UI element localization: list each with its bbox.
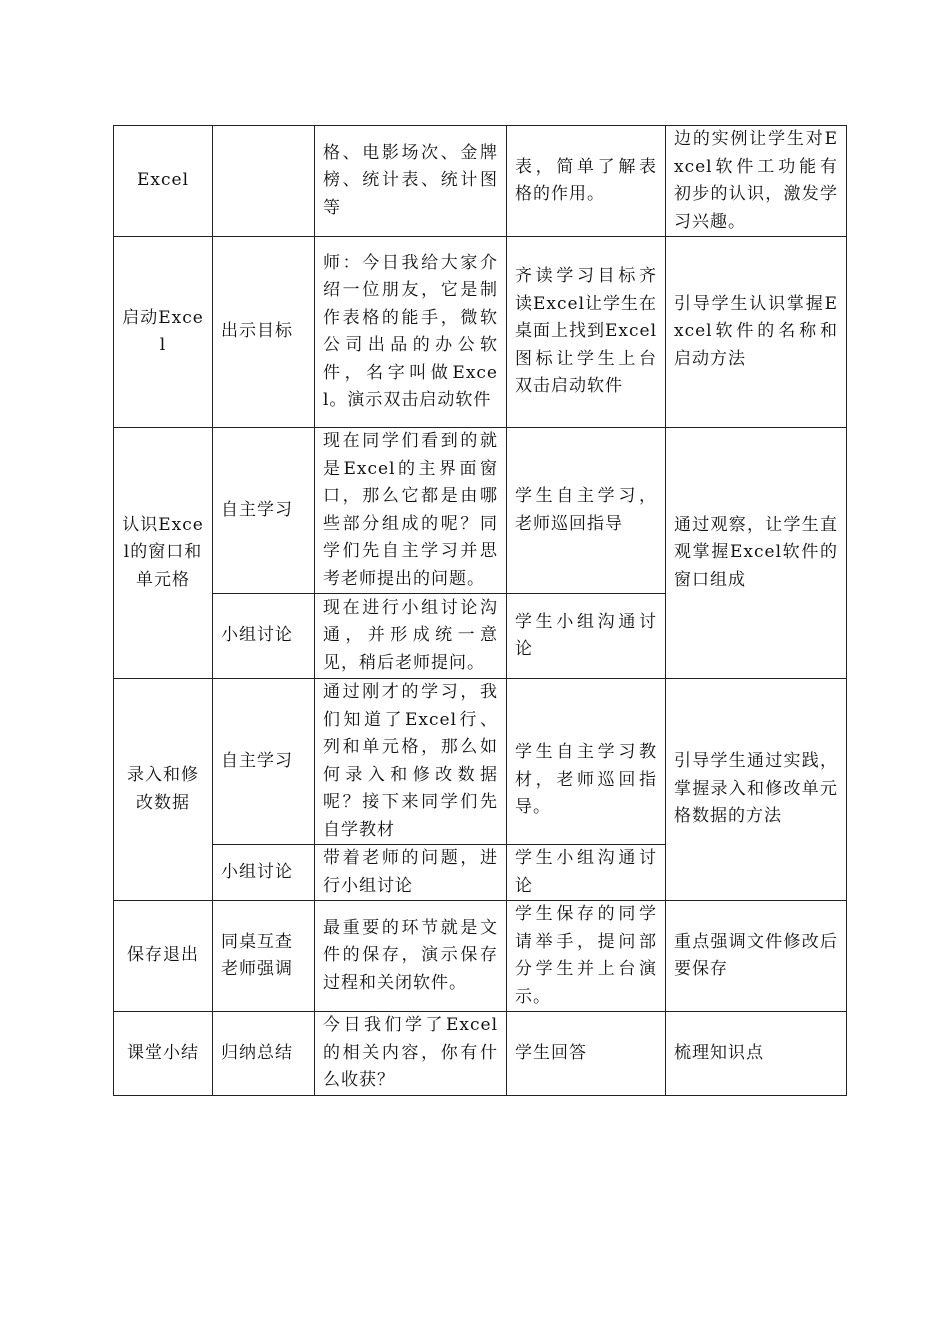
table-row xyxy=(114,428,847,594)
teacher-activity-cell: 带着老师的问题，进行小组讨论 xyxy=(315,845,507,901)
student-activity-cell: 表，简单了解表格的作用。 xyxy=(507,126,666,237)
teacher-activity-cell: 最重要的环节就是文件的保存，演示保存过程和关闭软件。 xyxy=(315,901,507,1012)
teacher-activity-cell: 师：今日我给大家介绍一位朋友，它是制作表格的能手，微软公司出品的办公软件，名字叫做Excel。演示双击启动软件 xyxy=(315,237,507,428)
teacher-activity-cell: 格、电影场次、金牌榜、统计表、统计图等 xyxy=(315,126,507,237)
student-activity-cell: 学生保存的同学请举手，提问部分学生并上台演示。 xyxy=(507,901,666,1012)
student-activity-cell: 齐读学习目标齐读Excel让学生在桌面上找到Excel图标让学生上台双击启动软件 xyxy=(507,237,666,428)
student-activity-cell: 学生自主学习，老师巡回指导 xyxy=(507,428,666,594)
student-activity-cell: 学生回答 xyxy=(507,1012,666,1096)
stage-cell: Excel xyxy=(114,126,213,237)
method-cell: 小组讨论 xyxy=(213,594,315,679)
design-intent-cell: 引导学生通过实践，掌握录入和修改单元格数据的方法 xyxy=(666,679,847,901)
method-cell: 归纳总结 xyxy=(213,1012,315,1096)
stage-cell: 认识Excel的窗口和单元格 xyxy=(114,428,213,679)
teacher-activity-cell: 现在同学们看到的就是Excel的主界面窗口，那么它都是由哪些部分组成的呢？同学们先自主学习并思考老师提出的问题。 xyxy=(315,428,507,594)
table-row xyxy=(114,679,847,845)
method-cell: 自主学习 xyxy=(213,679,315,845)
method-cell: 出示目标 xyxy=(213,237,315,428)
stage-cell: 保存退出 xyxy=(114,901,213,1012)
table-row xyxy=(114,901,847,1012)
table-row xyxy=(114,237,847,428)
method-cell xyxy=(213,126,315,237)
teacher-activity-cell: 今日我们学了Excel的相关内容，你有什么收获？ xyxy=(315,1012,507,1096)
method-cell: 小组讨论 xyxy=(213,845,315,901)
design-intent-cell: 重点强调文件修改后要保存 xyxy=(666,901,847,1012)
lesson-plan-table xyxy=(113,125,847,1096)
method-cell: 自主学习 xyxy=(213,428,315,594)
table-row xyxy=(114,126,847,237)
student-activity-cell: 学生自主学习教材，老师巡回指导。 xyxy=(507,679,666,845)
stage-cell: 课堂小结 xyxy=(114,1012,213,1096)
design-intent-cell: 边的实例让学生对Excel软件工功能有初步的认识，激发学习兴趣。 xyxy=(666,126,847,237)
method-cell: 同桌互查老师强调 xyxy=(213,901,315,1012)
student-activity-cell: 学生小组沟通讨论 xyxy=(507,594,666,679)
teacher-activity-cell: 通过刚才的学习，我们知道了Excel行、列和单元格，那么如何录入和修改数据呢？接下来同学们先自学教材 xyxy=(315,679,507,845)
stage-cell: 录入和修改数据 xyxy=(114,679,213,901)
table-row xyxy=(114,1012,847,1096)
design-intent-cell: 通过观察，让学生直观掌握Excel软件的窗口组成 xyxy=(666,428,847,679)
student-activity-cell: 学生小组沟通讨论 xyxy=(507,845,666,901)
design-intent-cell: 引导学生认识掌握Excel软件的名称和启动方法 xyxy=(666,237,847,428)
teacher-activity-cell: 现在进行小组讨论沟通，并形成统一意见，稍后老师提问。 xyxy=(315,594,507,679)
stage-cell: 启动Excel xyxy=(114,237,213,428)
design-intent-cell: 梳理知识点 xyxy=(666,1012,847,1096)
